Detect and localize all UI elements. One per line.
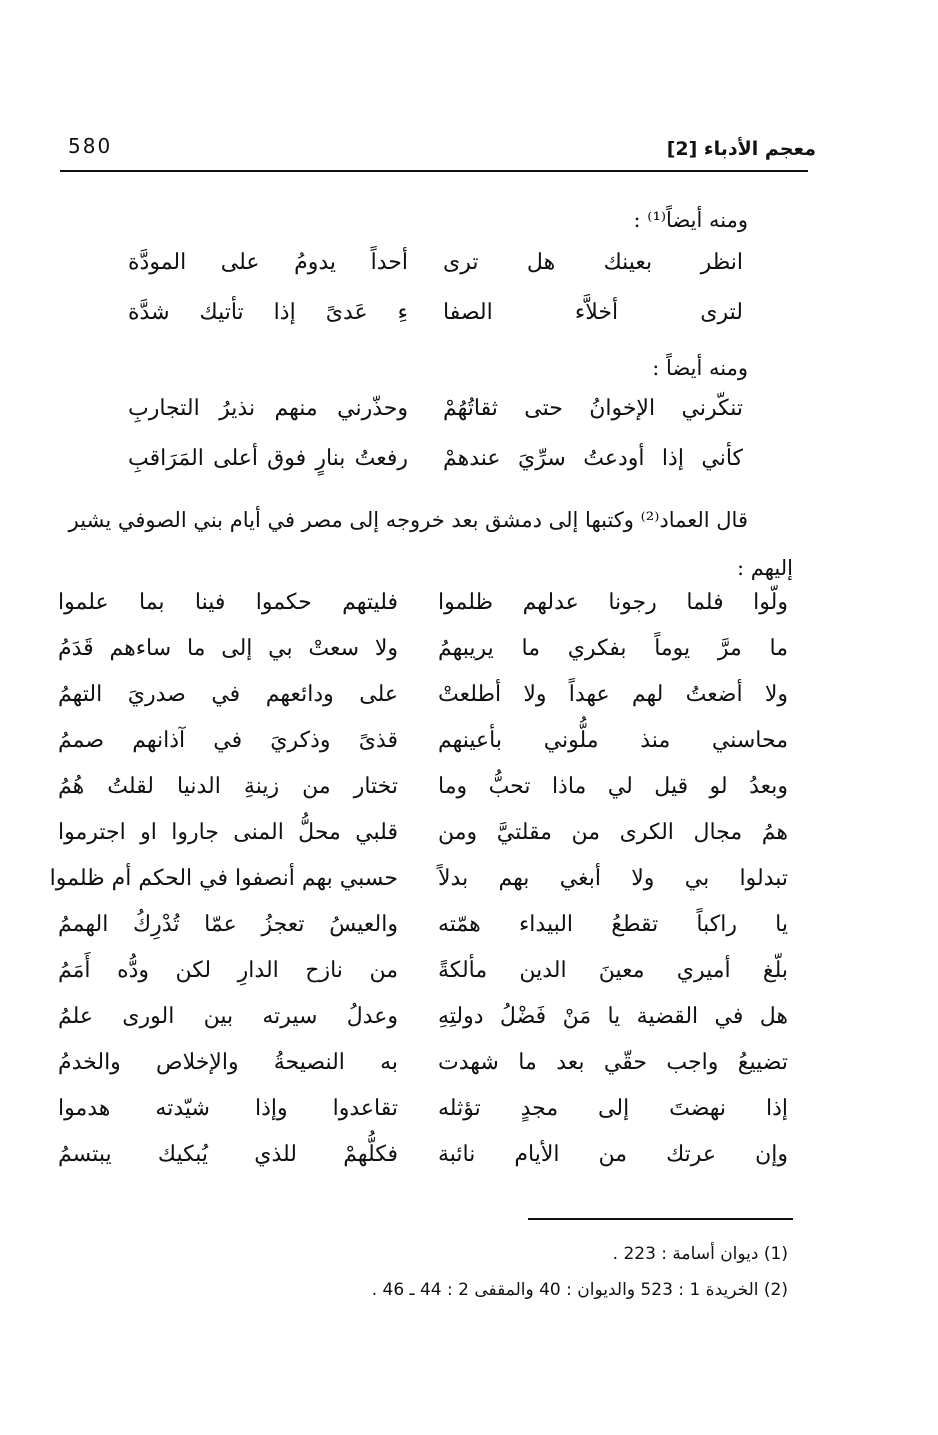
verse-first-hemistich: هل في القضية يا مَنْ فَضْلُ دولتِهِ xyxy=(438,1004,788,1029)
verse-first-hemistich: بلّغ أميري معينَ الدين مألكةً xyxy=(438,958,788,983)
verse-first-hemistich: إذا نهضتَ إلى مجدٍ تؤثله xyxy=(438,1096,788,1121)
prose-line: قال العماد⁽²⁾ وكتبها إلى دمشق بعد خروجه إلى مصر في أيام بني الصوفي يشير xyxy=(68,508,748,532)
verse-second-hemistich: به النصيحةُ والإخلاص والخدمُ xyxy=(58,1050,398,1075)
verse-row xyxy=(0,396,938,440)
verse-first-hemistich: ولا أضعتُ لهم عهداً ولا أطلعتْ xyxy=(438,682,788,707)
verse-second-hemistich: تختار من زينةِ الدنيا لقلتُ هُمُ xyxy=(58,774,398,799)
verse-row xyxy=(0,728,938,772)
verse-first-hemistich: انظر بعينك هل ترى xyxy=(443,250,743,275)
verse-row xyxy=(0,682,938,726)
verse-row xyxy=(0,446,938,490)
footnote-divider xyxy=(528,1218,793,1220)
verse-first-hemistich: كأني إذا أودعتُ سرِّيَ عندهمْ xyxy=(443,446,743,471)
verse-first-hemistich: يا راكباً تقطعُ البيداء همّته xyxy=(438,912,788,937)
verse-first-hemistich: ما مرَّ يوماً بفكري ما يريبهمُ xyxy=(438,636,788,661)
verse-row xyxy=(0,590,938,634)
verse-first-hemistich: تبدلوا بي ولا أبغي بهم بدلاً xyxy=(438,866,788,891)
verse-row xyxy=(0,1004,938,1048)
verse-second-hemistich: والعيسُ تعجزُ عمّا تُدْرِكُ الهممُ xyxy=(58,912,398,937)
verse-row xyxy=(0,820,938,864)
verse-row xyxy=(0,1050,938,1094)
footnote: (2) الخريدة 1 : 523 والديوان : 40 والمقفى 2 : 44 ـ 46 . xyxy=(371,1280,788,1300)
verse-first-hemistich: همُ مجال الكرى من مقلتيَّ ومن xyxy=(438,820,788,845)
verse-row xyxy=(0,250,938,294)
verse-second-hemistich: قلبي محلُّ المنى جاروا او اجترموا xyxy=(58,820,398,845)
verse-first-hemistich: وبعدُ لو قيل لي ماذا تحبُّ وما xyxy=(438,774,788,799)
page-number: 580 xyxy=(68,134,113,158)
verse-second-hemistich: ولا سعتْ بي إلى ما ساءهم قَدَمُ xyxy=(58,636,398,661)
verse-second-hemistich: وحذّرني منهم نذيرُ التجاربِ xyxy=(128,396,408,421)
verse-second-hemistich: وعدلُ سيرته بين الورى علمُ xyxy=(58,1004,398,1029)
verse-second-hemistich: حسبي بهم أنصفوا في الحكم أم ظلموا xyxy=(49,866,398,891)
verse-first-hemistich: لترى أخلاَّء الصفا xyxy=(443,300,743,325)
verse-row xyxy=(0,866,938,910)
verse-second-hemistich: رفعتُ بنارٍ فوق أعلى المَرَاقبِ xyxy=(128,446,408,471)
verse-first-hemistich: تضييعُ واجب حقّي بعد ما شهدت xyxy=(438,1050,788,1075)
verse-second-hemistich: فكلُّهمْ للذي يُبكيك يبتسمُ xyxy=(58,1142,398,1167)
verse-first-hemistich: تنكّرني الإخوانُ حتى ثقاتُهُمْ xyxy=(443,396,743,421)
verse-first-hemistich: محاسني منذ ملُّوني بأعينهم xyxy=(438,728,788,753)
intro-text: ومنه أيضاً : xyxy=(652,356,748,380)
page-header xyxy=(60,130,816,172)
verse-row xyxy=(0,774,938,818)
verse-row xyxy=(0,636,938,680)
prose-line: إليهم : xyxy=(737,556,793,580)
verse-row xyxy=(0,1096,938,1140)
verse-second-hemistich: على ودائعهم في صدريَ التهمُ xyxy=(58,682,398,707)
verse-row xyxy=(0,958,938,1002)
verse-second-hemistich: أحداً يدومُ على المودَّة xyxy=(128,250,408,275)
verse-first-hemistich: ولّوا فلما رجونا عدلهم ظلموا xyxy=(438,590,788,615)
verse-second-hemistich: ءِ عَدىً إذا تأتيك شدَّة xyxy=(128,300,408,325)
verse-first-hemistich: وإن عرتك من الأيام نائبة xyxy=(438,1142,788,1167)
verse-second-hemistich: قذىً وذكريَ في آذانهم صممُ xyxy=(58,728,398,753)
verse-second-hemistich: من نازح الدارِ لكن ودُّه أَمَمُ xyxy=(58,958,398,983)
footnote: (1) ديوان أسامة : 223 . xyxy=(612,1244,788,1264)
verse-row xyxy=(0,912,938,956)
intro-text: ومنه أيضاً⁽¹⁾ : xyxy=(633,208,748,232)
verse-row xyxy=(0,1142,938,1186)
verse-second-hemistich: تقاعدوا وإذا شيّدته هدموا xyxy=(58,1096,398,1121)
running-title: معجم الأدباء [2] xyxy=(666,138,816,160)
verse-second-hemistich: فليتهم حكموا فينا بما علموا xyxy=(58,590,398,615)
verse-row xyxy=(0,300,938,344)
